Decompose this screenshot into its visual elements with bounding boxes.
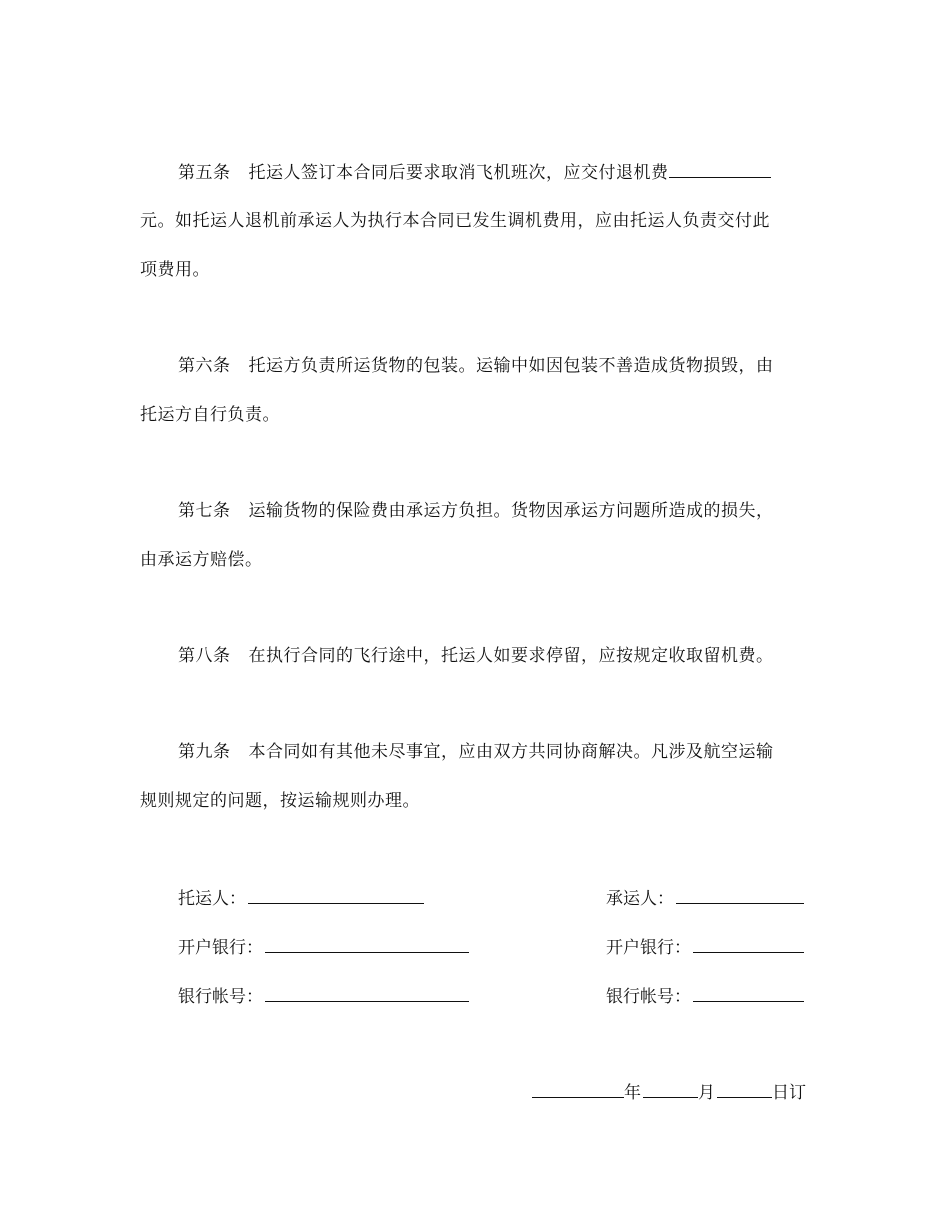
article-text: 在执行合同的飞行途中，托运人如要求停留，应按规定收取留机费。 (248, 646, 774, 666)
month-blank[interactable] (643, 1079, 698, 1098)
year-blank[interactable] (532, 1079, 624, 1098)
article-7-line-1 (178, 499, 774, 523)
carrier-bank-row (606, 934, 804, 960)
article-label: 第五条 (178, 163, 231, 183)
shipper-account-blank[interactable] (265, 983, 469, 1002)
date-row (530, 1079, 806, 1105)
article-label: 第六条 (178, 356, 231, 376)
day-blank[interactable] (717, 1079, 772, 1098)
article-text: 本合同如有其他未尽事宜，应由双方共同协商解决。凡涉及航空运输 (248, 742, 774, 762)
article-5-line-1 (178, 159, 771, 185)
article-6-line-2: 托运方自行负责。 (140, 405, 280, 425)
carrier-bank-label: 开户银行： (606, 938, 691, 958)
article-text: 运输货物的保险费由承运方负担。货物因承运方问题所造成的损失， (248, 501, 774, 521)
shipper-bank-row (178, 934, 469, 960)
carrier-account-row (606, 983, 804, 1009)
article-label: 第七条 (178, 501, 231, 521)
carrier-account-blank[interactable] (693, 983, 804, 1002)
article-label: 第九条 (178, 742, 231, 762)
year-label: 年 (624, 1083, 641, 1103)
article-7-line-2: 由承运方赔偿。 (140, 550, 263, 570)
shipper-account-label: 银行帐号： (178, 987, 263, 1007)
shipper-bank-blank[interactable] (265, 934, 469, 953)
article-6-line-1 (178, 354, 774, 378)
shipper-label: 托运人： (178, 889, 246, 909)
month-label: 月 (698, 1083, 715, 1103)
carrier-row (606, 885, 804, 911)
article-text: 托运方负责所运货物的包装。运输中如因包装不善造成货物损毁，由 (248, 356, 774, 376)
shipper-blank[interactable] (248, 885, 424, 904)
carrier-bank-blank[interactable] (693, 934, 804, 953)
article-5-line-3: 项费用。 (140, 260, 210, 280)
fee-blank[interactable] (669, 159, 771, 178)
article-8-line-1 (178, 644, 774, 668)
carrier-account-label: 银行帐号： (606, 987, 691, 1007)
article-9-line-1 (178, 740, 774, 764)
shipper-row (178, 885, 424, 911)
day-label: 日订 (772, 1083, 806, 1103)
shipper-bank-label: 开户银行： (178, 938, 263, 958)
article-5-line-2: 元。如托运人退机前承运人为执行本合同已发生调机费用，应由托运人负责交付此 (140, 211, 770, 231)
carrier-blank[interactable] (676, 885, 804, 904)
article-text: 托运人签订本合同后要求取消飞机班次，应交付退机费 (248, 163, 669, 183)
article-label: 第八条 (178, 646, 231, 666)
carrier-label: 承运人： (606, 889, 674, 909)
shipper-account-row (178, 983, 469, 1009)
article-9-line-2: 规则规定的问题，按运输规则办理。 (140, 791, 420, 811)
